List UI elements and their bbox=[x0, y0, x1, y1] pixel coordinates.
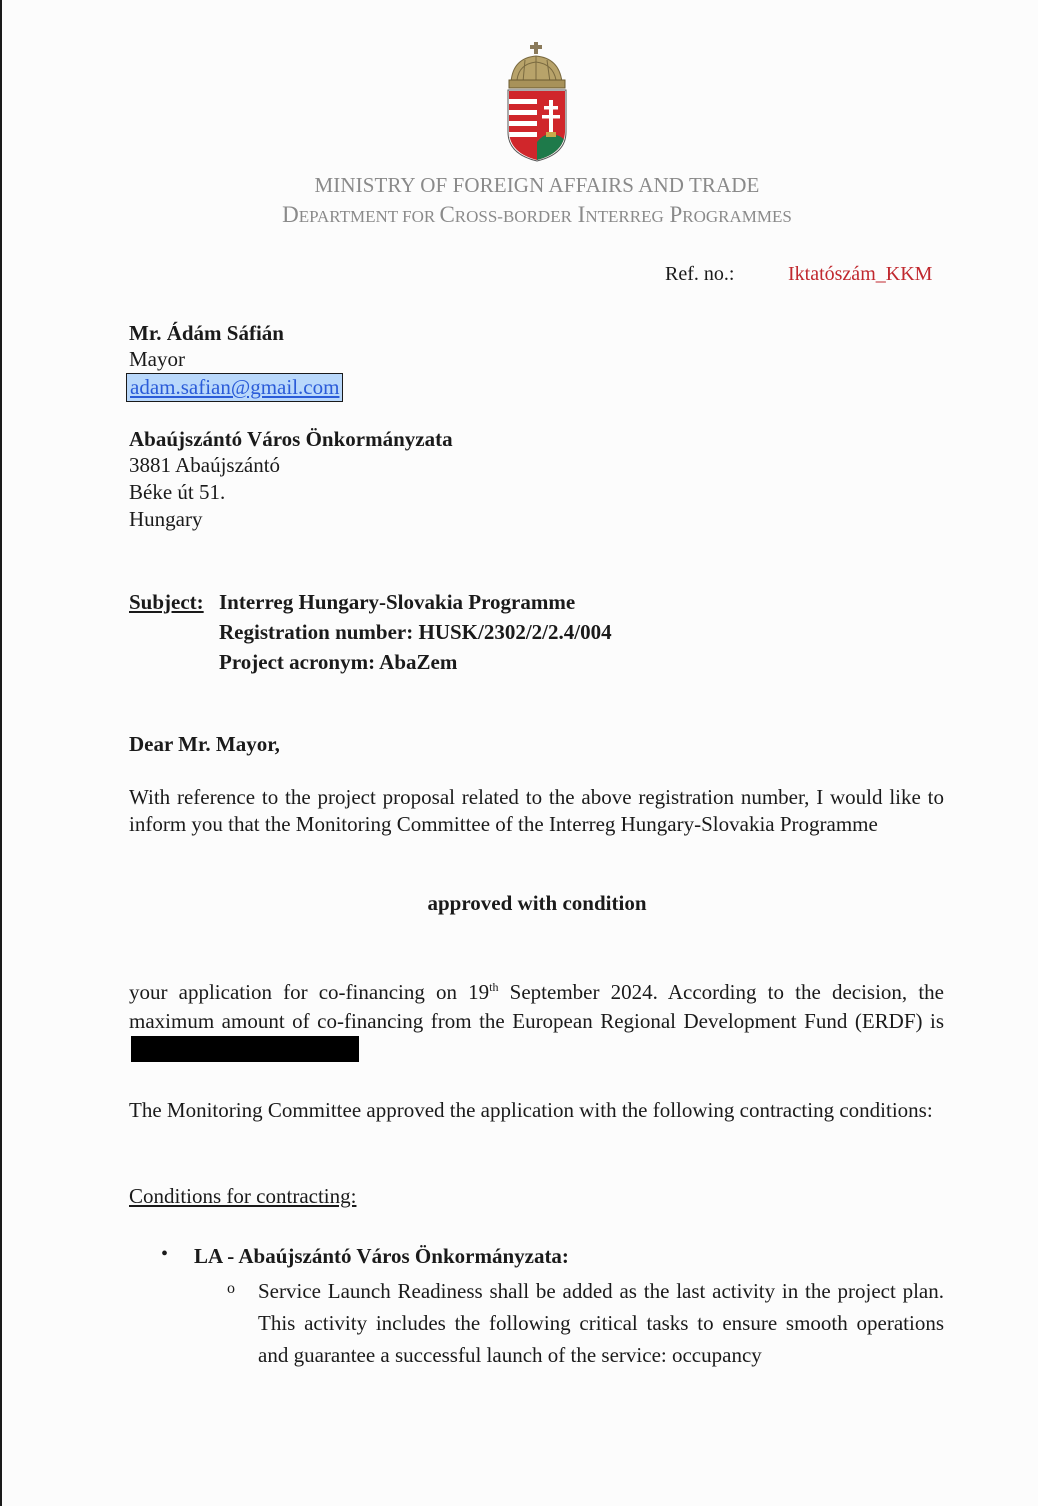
subject-line-programme: Interreg Hungary-Slovakia Programme bbox=[219, 590, 576, 614]
condition-partner-title: LA - Abaújszántó Város Önkormányzata: bbox=[194, 1244, 569, 1268]
recipient-title: Mayor bbox=[129, 347, 185, 371]
recipient-email-link[interactable]: adam.safian@gmail.com bbox=[126, 373, 343, 402]
department-initial-p: P bbox=[663, 202, 683, 227]
department-initial-i: I bbox=[571, 202, 586, 227]
recipient-organization: Abaújszántó Város Önkormányzata bbox=[129, 427, 453, 451]
department-word-for: FOR bbox=[397, 207, 440, 226]
address-line: 3881 Abaújszántó bbox=[129, 453, 281, 477]
paragraph-conditions-intro: The Monitoring Committee approved the application with the following contracting conditions: bbox=[129, 1098, 933, 1122]
department-initial-c: C bbox=[439, 202, 455, 227]
address-line: Béke út 51. bbox=[129, 480, 226, 504]
address-line: Hungary bbox=[129, 507, 203, 531]
ordinal-suffix: th bbox=[489, 980, 499, 994]
department-word-interreg: NTERREG bbox=[585, 207, 664, 226]
department-word-programmes: ROGRAMMES bbox=[682, 207, 792, 226]
department-name bbox=[0, 202, 1038, 228]
condition-item-text: Service Launch Readiness shall be added as the last activity in the project plan. This activity includes the following critical tasks to ensure smooth operations and guarantee a successful launch of the service: occupancy bbox=[258, 1279, 944, 1367]
paragraph-reference: With reference to the project proposal related to the above registration number, I would like to inform you that the Monitoring Committee of the Interreg Hungary-Slovakia Programme bbox=[129, 785, 944, 836]
department-word-cross-border: ROSS-BORDER bbox=[454, 207, 572, 226]
decision-statement: approved with condition bbox=[427, 891, 647, 915]
coat-of-arms-icon bbox=[505, 42, 569, 162]
paragraph-cofinancing-part1: your application for co-financing on 19 bbox=[129, 980, 490, 1004]
reference-number-label: Ref. no.: bbox=[665, 263, 735, 285]
subject-line-project-acronym: Project acronym: AbaZem bbox=[219, 650, 458, 674]
redacted-amount bbox=[131, 1036, 359, 1062]
reference-number-value: Iktatószám_KKM bbox=[788, 263, 933, 285]
recipient-name: Mr. Ádám Sáfián bbox=[129, 321, 284, 345]
paragraph-cofinancing-part2: September 2024. According to the decision, the maximum amount of co-financing from the European Regional Development Fund (ERDF) is bbox=[129, 980, 944, 1033]
subject-label: Subject: bbox=[129, 590, 204, 614]
paragraph-cofinancing bbox=[129, 978, 944, 1065]
bullet-icon: • bbox=[161, 1243, 169, 1265]
ministry-name: MINISTRY OF FOREIGN AFFAIRS AND TRADE bbox=[314, 173, 760, 197]
subject-line-registration-number: Registration number: HUSK/2302/2/2.4/004 bbox=[219, 620, 612, 644]
salutation: Dear Mr. Mayor, bbox=[129, 732, 280, 756]
conditions-heading: Conditions for contracting: bbox=[129, 1184, 357, 1208]
department-initial-d: D bbox=[282, 202, 299, 227]
sub-bullet-icon: o bbox=[227, 1280, 235, 1297]
department-word-department: EPARTMENT bbox=[298, 207, 398, 226]
